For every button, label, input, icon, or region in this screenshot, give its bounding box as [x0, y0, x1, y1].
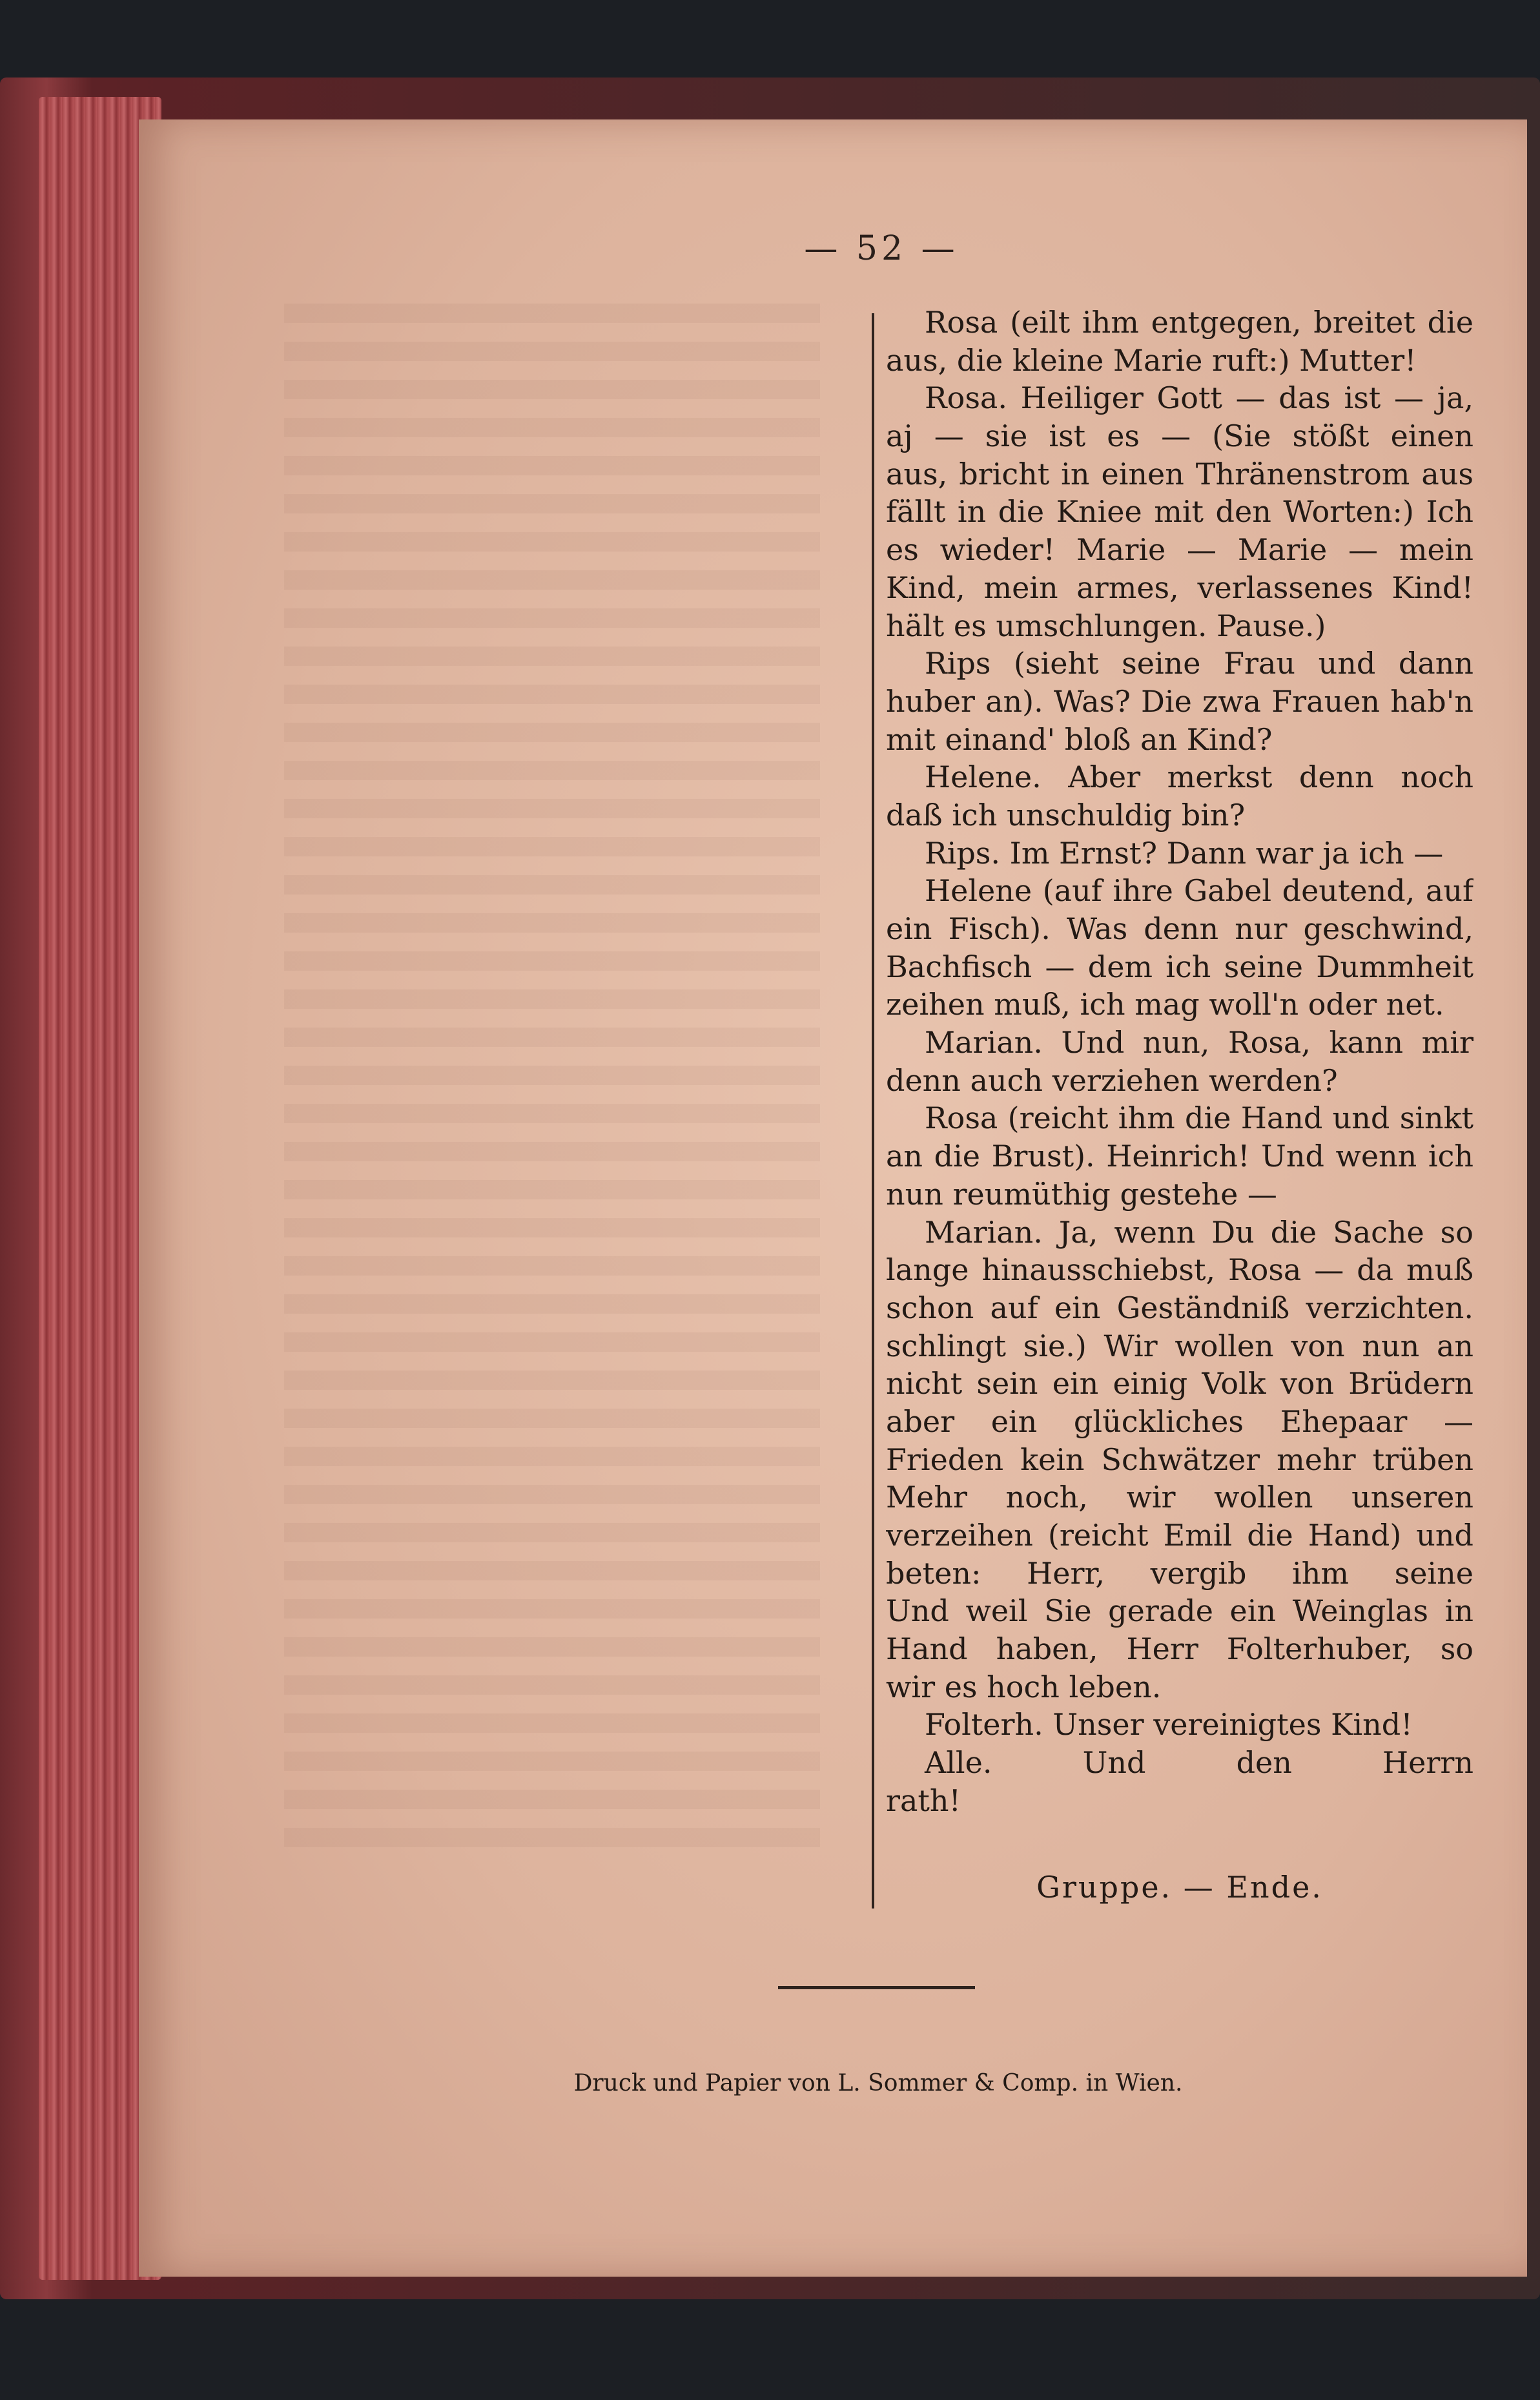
text-line: verzeihen (reicht Emil die Hand) und: [886, 1518, 1473, 1553]
text-line: Folterh. Unser vereinigtes Kind!: [925, 1707, 1413, 1743]
text-line: huber an). Was? Die zwa Frauen hab'n: [886, 683, 1473, 719]
text-line: lange hinausschiebst, Rosa — da muß: [886, 1252, 1473, 1288]
text-line: daß ich unschuldig bin?: [886, 797, 1246, 833]
page-number: — 52 —: [804, 229, 959, 268]
text-line: nun reumüthig gestehe —: [886, 1176, 1277, 1212]
text-line: Hand haben, Herr Folterhuber, so: [886, 1631, 1473, 1667]
imprint: Druck und Papier von L. Sommer & Comp. in Wien.: [573, 2070, 1183, 2096]
text-line: schon auf ein Geständniß verzichten.: [886, 1290, 1473, 1325]
footer-rule: [778, 1986, 975, 1989]
text-line: Helene (auf ihre Gabel deutend, auf: [925, 873, 1473, 909]
text-line: Rips. Im Ernst? Dann war ja ich —: [925, 835, 1444, 871]
text-line: fällt in die Kniee mit den Worten:) Ich: [886, 494, 1473, 530]
text-line: rath!: [886, 1783, 961, 1818]
text-line: Rosa. Heiliger Gott — das ist — ja,: [925, 380, 1473, 416]
text-column: [886, 304, 1473, 1820]
text-line: ein Fisch). Was denn nur geschwind,: [886, 911, 1473, 946]
text-line: Mehr noch, wir wollen unseren: [886, 1480, 1473, 1515]
text-line: Frieden kein Schwätzer mehr trüben: [886, 1442, 1473, 1477]
text-line: nicht sein ein einig Volk von Brüdern: [886, 1366, 1473, 1402]
bleed-through-text: [284, 304, 820, 1854]
text-line: Marian. Und nun, Rosa, kann mir: [925, 1025, 1473, 1060]
text-line: Kind, mein armes, verlassenes Kind!: [886, 570, 1473, 605]
text-line: aber ein glückliches Ehepaar —: [886, 1403, 1473, 1439]
text-line: Helene. Aber merkst denn noch: [925, 760, 1473, 795]
text-line: aus, die kleine Marie ruft:) Mutter!: [886, 342, 1417, 378]
text-line: an die Brust). Heinrich! Und wenn ich: [886, 1139, 1473, 1174]
text-line: Rosa (reicht ihm die Hand und sinkt: [925, 1101, 1473, 1136]
text-line: mit einand' bloß an Kind?: [886, 721, 1273, 757]
text-line: Rosa (eilt ihm entgegen, breitet die: [925, 305, 1473, 340]
text-line: beten: Herr, vergib ihm seine: [886, 1555, 1473, 1591]
text-line: denn auch verziehen werden?: [886, 1062, 1338, 1098]
text-line: Marian. Ja, wenn Du die Sache so: [925, 1214, 1473, 1250]
column-rule: [872, 313, 874, 1909]
end-text: Gruppe. — Ende.: [1036, 1870, 1323, 1905]
text-line: es wieder! Marie — Marie — mein: [886, 532, 1473, 568]
text-line: wir es hoch leben.: [886, 1669, 1162, 1704]
text-line: Rips (sieht seine Frau und dann: [925, 646, 1473, 681]
text-line: Bachfisch — dem ich seine Dummheit: [886, 949, 1473, 984]
text-line: aus, bricht in einen Thränenstrom aus: [886, 456, 1473, 491]
text-line: schlingt sie.) Wir wollen von nun an: [886, 1328, 1473, 1363]
text-line: Und weil Sie gerade ein Weinglas in: [886, 1593, 1473, 1629]
text-line: aj — sie ist es — (Sie stößt einen: [886, 419, 1473, 454]
text-line: Alle. Und den Herrn: [925, 1745, 1473, 1781]
text-line: hält es umschlungen. Pause.): [886, 608, 1326, 643]
text-line: zeihen muß, ich mag woll'n oder net.: [886, 987, 1444, 1022]
